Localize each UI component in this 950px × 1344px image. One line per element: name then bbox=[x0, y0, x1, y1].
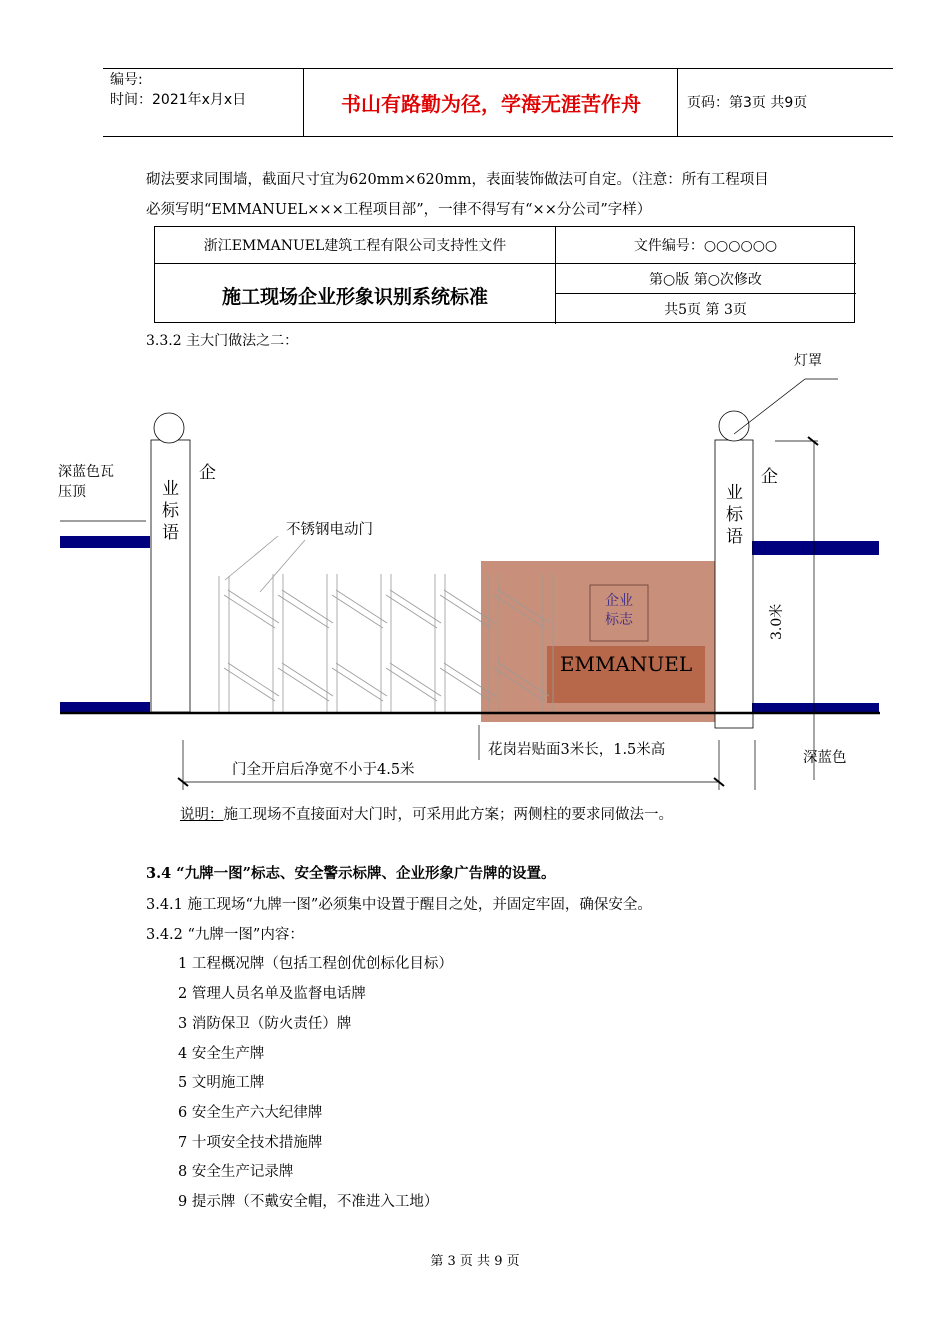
slogan-right: 业 标 语 bbox=[726, 483, 743, 547]
header-top-rule bbox=[103, 68, 893, 69]
header-divider bbox=[677, 69, 678, 136]
table-company: 浙江EMMANUEL建筑工程有限公司支持性文件 bbox=[203, 238, 507, 254]
note bbox=[180, 803, 673, 824]
list-item: 9 提示牌（不戴安全帽，不准进入工地） bbox=[178, 1194, 439, 1210]
time-label: 时间：2021年x月x日 bbox=[110, 92, 247, 108]
granite-label: 花岗岩贴面3米长，1.5米高 bbox=[488, 742, 666, 758]
list-item: 5 文明施工牌 bbox=[178, 1075, 265, 1091]
header-divider bbox=[303, 69, 304, 136]
left-wall-base bbox=[60, 702, 150, 712]
width-note: 门全开启后净宽不小于4.5米 bbox=[232, 762, 415, 778]
number-label: 编号: bbox=[110, 72, 143, 88]
list-item: 2 管理人员名单及监督电话牌 bbox=[178, 986, 366, 1002]
table-title: 施工现场企业形象识别系统标准 bbox=[221, 286, 488, 308]
section-3-3-2: 3.3.2 主大门做法之二： bbox=[146, 333, 299, 349]
dark-blue-label: 深蓝色 bbox=[803, 750, 847, 766]
section-3-4: 3.4 “九牌一图”标志、安全警示标牌、企业形象广告牌的设置。 bbox=[146, 865, 556, 882]
list-item: 4 安全生产牌 bbox=[178, 1046, 265, 1062]
list-item: 1 工程概况牌（包括工程创优创标化目标） bbox=[178, 956, 453, 972]
qi-left: 企 bbox=[199, 463, 216, 483]
note-label: 说明： bbox=[180, 807, 224, 823]
intro-line-2: 必须写明“EMMANUEL×××工程项目部”，一律不得写有“××分公司”字样） bbox=[146, 202, 652, 218]
right-wall-base bbox=[752, 703, 879, 713]
list-item: 6 安全生产六大纪律牌 bbox=[178, 1105, 323, 1121]
header-page-info: 页码：第3页 共9页 bbox=[687, 95, 808, 111]
intro-line-1: 砌法要求同围墙，截面尺寸宜为620mm×620mm，表面装饰做法可自定。（注意：所有工程项目 bbox=[146, 172, 769, 188]
header-meta bbox=[110, 70, 246, 110]
table-pages: 共5页 第 3页 bbox=[664, 302, 747, 318]
list-item: 7 十项安全技术措施牌 bbox=[178, 1135, 323, 1151]
tile-label: 深蓝色瓦 压顶 bbox=[58, 464, 114, 500]
header-bottom-rule bbox=[103, 136, 893, 137]
height-label: 3.0米 bbox=[769, 603, 785, 640]
section-3-4-2: 3.4.2 “九牌一图”内容： bbox=[146, 927, 304, 943]
note-text: 施工现场不直接面对大门时，可采用此方案；两侧柱的要求同做法一。 bbox=[223, 807, 673, 823]
page-footer: 第 3 页 共 9 页 bbox=[430, 1254, 520, 1269]
gate-label: 不锈钢电动门 bbox=[286, 522, 373, 538]
left-lamp bbox=[154, 413, 184, 443]
gate-diagram bbox=[0, 340, 950, 800]
lamp-cover-label: 灯罩 bbox=[794, 353, 822, 369]
table-version: 第○版 第○次修改 bbox=[649, 272, 762, 288]
left-wall-cap bbox=[60, 536, 150, 548]
qi-right: 企 bbox=[761, 467, 778, 487]
table-file-no: 文件编号：○○○○○○ bbox=[633, 238, 778, 254]
doc-control-table bbox=[154, 226, 855, 323]
list-item: 3 消防保卫（防火责任）牌 bbox=[178, 1016, 352, 1032]
brand-text: EMMANUEL bbox=[559, 652, 693, 676]
logo-label: 企业 标志 bbox=[605, 593, 633, 628]
header-motto: 书山有路勤为径，学海无涯苦作舟 bbox=[341, 92, 641, 116]
slogan-left: 业 标 语 bbox=[162, 479, 179, 543]
list-item: 8 安全生产记录牌 bbox=[178, 1164, 294, 1180]
section-3-4-1: 3.4.1 施工现场“九牌一图”必须集中设置于醒目之处，并固定牢固，确保安全。 bbox=[146, 897, 652, 913]
right-wall-cap bbox=[752, 541, 879, 555]
